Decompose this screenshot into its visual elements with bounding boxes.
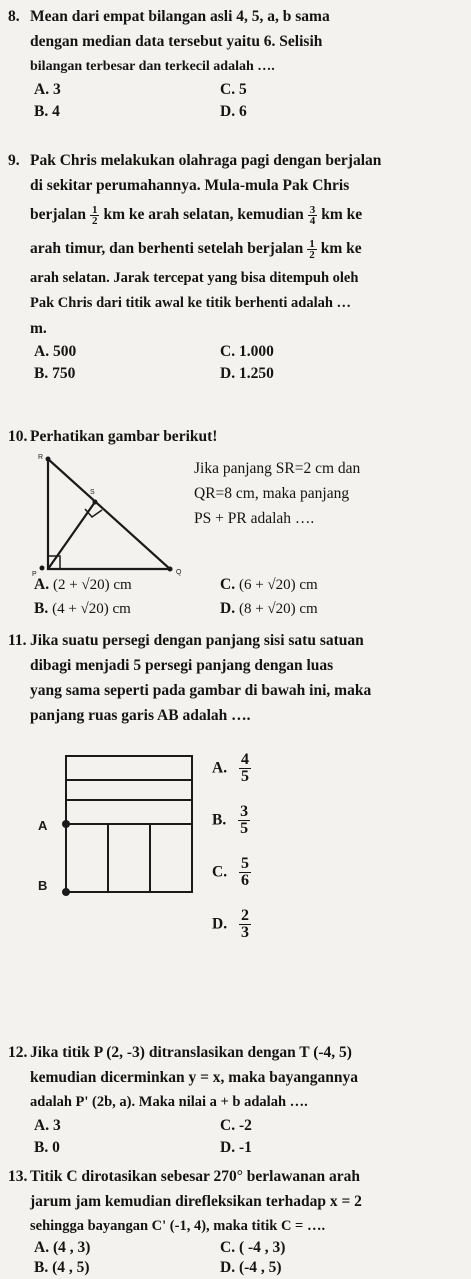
question-text: sehingga bayangan C' (-1, 4), maka titik C = …. (30, 1218, 326, 1234)
fraction: $\frac{3}{4}$ (309, 203, 316, 227)
answer-options (30, 574, 470, 618)
option-d[interactable]: D. (8 + √20) cm (220, 600, 318, 617)
option-value: 3 (52, 81, 61, 98)
option-c[interactable]: C. $\frac{5}{6}$ (212, 855, 249, 889)
question-text: Mean dari empat bilangan asli 4, 5, a, b sama (30, 8, 330, 25)
question-text: km ke (320, 240, 362, 257)
option-label: B. (34, 103, 49, 120)
question-text: Perhatikan gambar berikut! (30, 428, 218, 445)
point-b-label: B (38, 878, 48, 893)
option-b[interactable]: B. (4 , 5) (34, 1259, 90, 1276)
point-p-label: P (32, 571, 37, 578)
question-text: Jika panjang SR=2 cm dan (194, 460, 361, 477)
option-a[interactable]: A. 3 (34, 1117, 61, 1134)
fraction: $\frac{1}{2}$ (91, 203, 98, 227)
option-label: C. (220, 81, 236, 98)
question-number: 11. (8, 632, 27, 649)
question-12 (8, 1040, 460, 1159)
answer-options (30, 79, 460, 123)
question-text: Pak Chris dari titik awal ke titik berhenti adalah … (30, 295, 352, 311)
fraction: $\frac{1}{2}$ (309, 237, 315, 261)
question-text: bilangan terbesar dan terkecil adalah …. (30, 59, 275, 74)
option-c[interactable]: C. (6 + √20) cm (220, 576, 318, 593)
option-c[interactable]: C. 1.000 (220, 343, 274, 360)
question-13 (8, 1164, 460, 1279)
point-r-label: R (38, 454, 44, 461)
option-a[interactable] (34, 79, 61, 101)
option-d[interactable]: D. -1 (220, 1139, 252, 1156)
question-number: 10. (8, 428, 28, 445)
point-s-label: S (90, 489, 95, 496)
question-11 (8, 628, 460, 941)
triangle-figure (30, 454, 190, 584)
option-a[interactable]: A. $\frac{4}{5}$ (212, 751, 249, 785)
option-label: D. (220, 103, 236, 120)
question-text: yang sama seperti pada gambar di bawah ini, maka (30, 682, 372, 699)
question-text: QR=8 cm, maka panjang (194, 485, 350, 502)
question-number: 8. (8, 8, 20, 25)
question-text: jarum jam kemudian direfleksikan terhadap x = 2 (30, 1193, 362, 1210)
option-b[interactable]: B. 750 (34, 365, 76, 382)
question-text: arah selatan. Jarak tercepat yang bisa ditempuh oleh (30, 270, 359, 286)
option-value: 5 (238, 81, 247, 98)
point-q-label: Q (176, 569, 182, 576)
option-c[interactable] (220, 79, 247, 101)
question-9 (8, 148, 460, 385)
option-c[interactable]: C. -2 (220, 1117, 252, 1134)
question-text: PS + PR adalah …. (194, 510, 315, 527)
question-text: panjang ruas garis AB adalah …. (30, 707, 251, 724)
question-text: adalah P' (2b, a). Maka nilai a + b adalah …. (30, 1094, 308, 1110)
question-8 (8, 4, 460, 123)
question-text: kemudian dicerminkan y = x, maka bayangannya (30, 1069, 358, 1086)
question-text: km ke (321, 206, 363, 223)
option-d[interactable]: D. $\frac{2}{3}$ (212, 907, 249, 941)
question-10-text (194, 456, 464, 531)
option-b[interactable]: B. (4 + √20) cm (34, 600, 131, 617)
question-number: 13. (8, 1168, 28, 1185)
question-text: dengan median data tersebut yaitu 6. Selisih (30, 33, 323, 50)
question-text: Pak Chris melakukan olahraga pagi dengan berjalan (30, 152, 382, 169)
option-b[interactable]: B. 0 (34, 1139, 60, 1156)
answer-options (30, 341, 460, 385)
question-text: di sekitar perumahannya. Mula-mula Pak Chris (30, 177, 350, 194)
answer-options (30, 1115, 460, 1159)
square-figure (26, 748, 196, 898)
question-text: m. (30, 320, 47, 337)
option-d[interactable]: D. 1.250 (220, 365, 274, 382)
point-a-label: A (38, 818, 48, 833)
question-text: arah timur, dan berhenti setelah berjalan (30, 240, 304, 257)
question-10 (8, 424, 460, 617)
question-number: 9. (8, 152, 20, 169)
question-text: Jika suatu persegi dengan panjang sisi satu satuan (30, 632, 364, 649)
option-a[interactable]: A. (2 + √20) cm (34, 576, 132, 593)
question-text: Titik C dirotasikan sebesar 270° berlawanan arah (30, 1168, 361, 1185)
option-a[interactable]: A. 500 (34, 343, 77, 360)
option-value: 4 (52, 103, 60, 120)
option-b[interactable]: B. $\frac{3}{5}$ (212, 803, 249, 837)
question-number: 12. (8, 1044, 28, 1061)
option-d[interactable]: D. (-4 , 5) (220, 1259, 282, 1276)
option-label: A. (34, 81, 50, 98)
question-text: dibagi menjadi 5 persegi panjang dengan luas (30, 657, 334, 674)
option-d[interactable] (220, 101, 247, 123)
answer-options (30, 1239, 460, 1279)
option-a[interactable]: A. (4 , 3) (34, 1239, 91, 1256)
option-value: 6 (238, 103, 247, 120)
question-text: Jika titik P (2, -3) ditranslasikan dengan T (-4, 5) (30, 1044, 352, 1061)
option-b[interactable] (34, 101, 60, 123)
question-text: berjalan (30, 206, 86, 223)
option-c[interactable]: C. ( -4 , 3) (220, 1239, 286, 1256)
question-text: km ke arah selatan, kemudian (103, 206, 304, 223)
